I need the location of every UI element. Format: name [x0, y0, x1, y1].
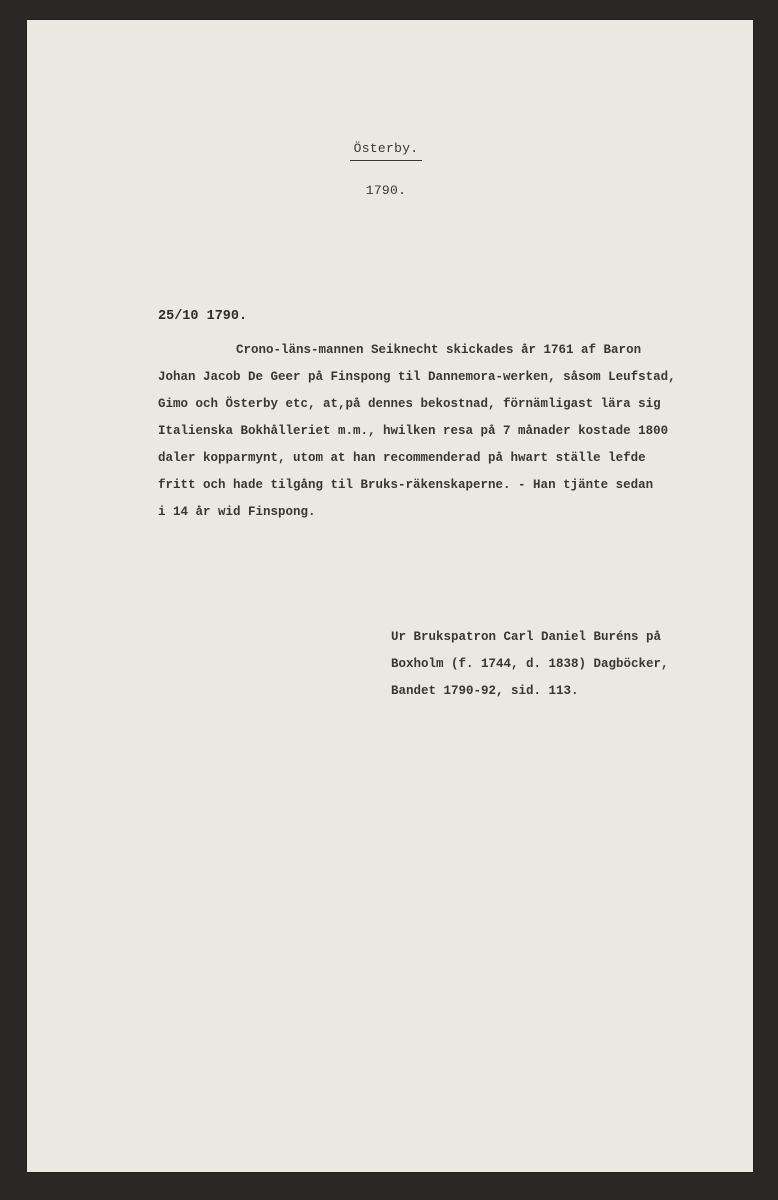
body-line: i 14 år wid Finspong.	[158, 505, 316, 519]
source-citation	[391, 624, 669, 705]
year-heading: 1790.	[365, 183, 407, 198]
entry-date: 25/10 1790.	[158, 309, 248, 324]
place-title: Österby.	[350, 141, 423, 161]
entry-body	[158, 337, 728, 526]
place-heading	[23, 141, 749, 161]
source-line: Ur Brukspatron Carl Daniel Buréns på	[391, 630, 662, 644]
body-line: Italienska Bokhålleriet m.m., hwilken resa på 7 månader kostade 1800	[158, 424, 669, 438]
body-line: daler kopparmynt, utom at han recommenderad på hwart ställe lefde	[158, 451, 646, 465]
document-page	[27, 20, 753, 1172]
source-line: Boxholm (f. 1744, d. 1838) Dagböcker,	[391, 657, 669, 671]
body-line: Crono-läns-mannen Seiknecht skickades år 1761 af Baron	[236, 343, 642, 357]
body-line: Johan Jacob De Geer på Finspong til Dannemora-werken, såsom Leufstad,	[158, 370, 676, 384]
source-line: Bandet 1790-92, sid. 113.	[391, 684, 579, 698]
body-line: fritt och hade tilgång til Bruks-räkenskaperne. - Han tjänte sedan	[158, 478, 654, 492]
body-line: Gimo och Österby etc, at,på dennes bekostnad, förnämligast lära sig	[158, 397, 661, 411]
